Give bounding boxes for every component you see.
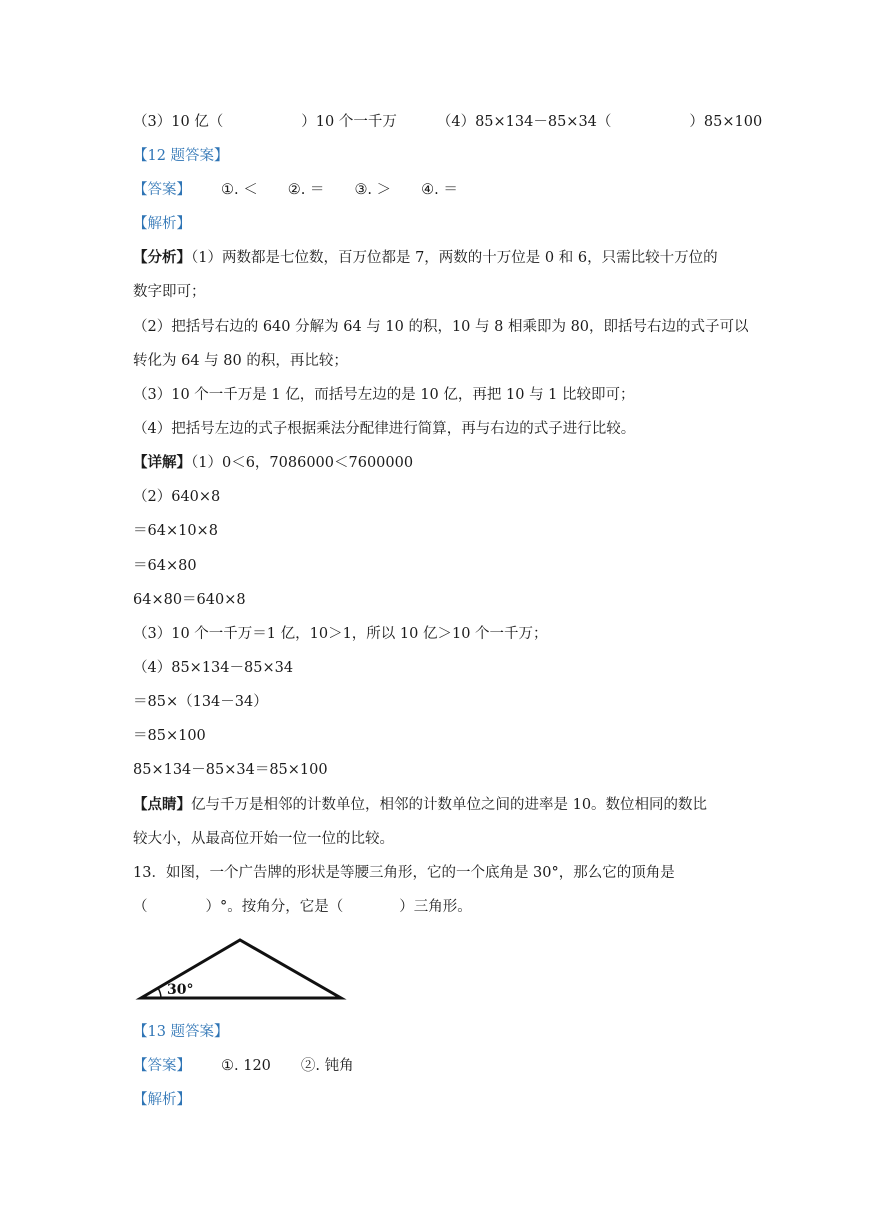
q12-analysis-header: 【解析】 xyxy=(133,216,191,232)
q12-detail-l4: ＝64×80 xyxy=(133,558,197,574)
q12-parts-3-4 xyxy=(133,112,762,132)
q12-answer-header: 【12 题答案】 xyxy=(133,148,229,164)
q12-fenxi-p1b: 数字即可； xyxy=(133,284,206,300)
q13-answer-1: ①. 120 xyxy=(221,1058,271,1074)
q13-answer-row xyxy=(133,1056,354,1076)
q12-part3-left: （3）10 亿（ xyxy=(133,114,224,130)
q12-fenxi-p1a xyxy=(133,248,718,268)
q13-stem-line2 xyxy=(133,897,472,917)
q12-answer-2: ②. ＝ xyxy=(287,182,325,198)
q12-answer-label: 【答案】 xyxy=(133,182,191,198)
q12-detail-l8: ＝85×（134－34） xyxy=(133,694,268,710)
q12-answer-3: ③. ＞ xyxy=(354,182,392,198)
angle-label: 30° xyxy=(167,982,194,998)
q12-dianjing-l1 xyxy=(133,795,707,815)
q12-detail-l2: （2）640×8 xyxy=(133,489,221,505)
q12-dianjing-label: 【点睛】 xyxy=(133,796,191,813)
q12-fenxi-label: 【分析】 xyxy=(133,249,191,266)
q13-stem2-a: （ xyxy=(133,899,148,915)
q13-answer-header: 【13 题答案】 xyxy=(133,1024,229,1040)
q12-fenxi-p4: （4）把括号左边的式子根据乘法分配律进行简算，再与右边的式子进行比较。 xyxy=(133,421,636,437)
q12-fenxi-p2a: （2）把括号右边的 640 分解为 64 与 10 的积，10 与 8 相乘即为 80，即括号右边的式子可以 xyxy=(133,319,749,335)
q13-stem2-c: ）三角形。 xyxy=(399,899,472,915)
q12-detail-l3: ＝64×10×8 xyxy=(133,523,218,539)
q12-detail-label: 【详解】 xyxy=(133,454,191,471)
q12-detail-l1 xyxy=(133,453,413,473)
q12-detail-l9: ＝85×100 xyxy=(133,728,206,744)
q13-stem-line1: 13．如图，一个广告牌的形状是等腰三角形，它的一个底角是 30°，那么它的顶角是 xyxy=(133,865,675,881)
q12-fenxi-p2b: 转化为 64 与 80 的积，再比较； xyxy=(133,353,348,369)
q12-detail-l1-text: （1）0＜6，7086000＜7600000 xyxy=(191,455,414,471)
q12-detail-l6: （3）10 个一千万＝1 亿，10＞1，所以 10 亿＞10 个一千万； xyxy=(133,626,548,642)
q12-detail-l10: 85×134－85×34＝85×100 xyxy=(133,762,328,778)
q12-answer-4: ④. ＝ xyxy=(421,182,458,198)
isosceles-triangle-figure xyxy=(133,930,353,1005)
q12-part4-left: （4）85×134－85×34（ xyxy=(436,114,612,130)
q12-dianjing-l2: 较大小，从最高位开始一位一位的比较。 xyxy=(133,831,394,847)
q13-answer-2: ②. 钝角 xyxy=(300,1058,354,1074)
q12-dianjing-l1-text: 亿与千万是相邻的计数单位，相邻的计数单位之间的进率是 10。数位相同的数比 xyxy=(191,797,708,813)
q12-detail-l7: （4）85×134－85×34 xyxy=(133,660,294,676)
q13-stem2-b: ）°。按角分，它是（ xyxy=(205,899,344,915)
q12-part4-right: ）85×100 xyxy=(689,114,763,130)
q12-answer-1: ①. ＜ xyxy=(221,182,258,198)
q13-analysis-header: 【解析】 xyxy=(133,1092,191,1108)
q12-answer-row xyxy=(133,180,458,200)
q12-fenxi-p3: （3）10 个一千万是 1 亿，而括号左边的是 10 亿，再把 10 与 1 比较即可； xyxy=(133,387,635,403)
q12-detail-l5: 64×80＝640×8 xyxy=(133,592,246,608)
q13-answer-label: 【答案】 xyxy=(133,1058,191,1074)
q12-part3-right: ）10 个一千万 xyxy=(301,114,397,130)
q12-fenxi-p1a-text: （1）两数都是七位数，百万位都是 7，两数的十万位是 0 和 6，只需比较十万位的 xyxy=(191,250,718,266)
